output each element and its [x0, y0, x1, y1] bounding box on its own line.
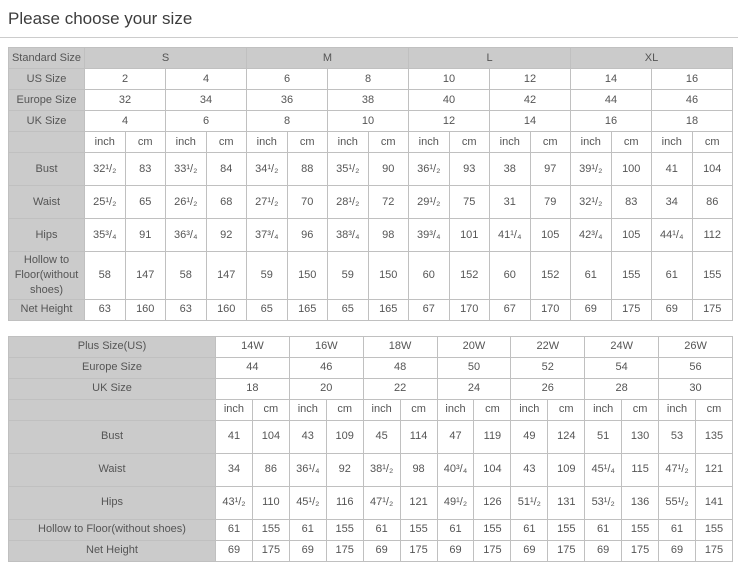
value-cell: 147	[206, 252, 247, 300]
value-cell: 14W	[216, 336, 290, 357]
row-label: Hollow to Floor(without shoes)	[9, 519, 216, 540]
value-cell: 26W	[659, 336, 733, 357]
value-cell: 150	[287, 252, 328, 300]
unit-cell: inch	[363, 399, 400, 420]
value-cell: 121	[695, 453, 732, 486]
value-cell: 110	[252, 486, 289, 519]
value-cell: 93	[449, 153, 490, 186]
value-cell: 29¹/₂	[409, 186, 450, 219]
row-label: Hollow to Floor(without shoes)	[9, 252, 85, 300]
row-label: Bust	[9, 153, 85, 186]
value-cell: 10	[409, 69, 490, 90]
row-label	[9, 399, 216, 420]
table-row	[9, 336, 733, 357]
value-cell: 43	[511, 453, 548, 486]
value-cell: 26	[511, 378, 585, 399]
table-row	[9, 399, 733, 420]
value-cell: 36¹/₂	[409, 153, 450, 186]
standard-size-table	[8, 47, 733, 321]
value-cell: 130	[622, 420, 659, 453]
value-cell: 49¹/₂	[437, 486, 474, 519]
value-cell: 61	[652, 252, 693, 300]
row-label: Waist	[9, 453, 216, 486]
value-cell: 32¹/₂	[85, 153, 126, 186]
value-cell: 14	[571, 69, 652, 90]
table-row	[9, 378, 733, 399]
value-cell: 42³/₄	[571, 219, 612, 252]
value-cell: 61	[659, 519, 696, 540]
value-cell: 27¹/₂	[247, 186, 288, 219]
value-cell: 63	[85, 299, 126, 320]
value-cell: M	[247, 48, 409, 69]
value-cell: 6	[166, 111, 247, 132]
value-cell: 90	[368, 153, 409, 186]
value-cell: 65	[125, 186, 166, 219]
value-cell: 147	[125, 252, 166, 300]
value-cell: 4	[166, 69, 247, 90]
value-cell: 65	[328, 299, 369, 320]
value-cell: 61	[289, 519, 326, 540]
value-cell: 4	[85, 111, 166, 132]
value-cell: 28	[585, 378, 659, 399]
unit-cell: inch	[652, 132, 693, 153]
value-cell: 40³/₄	[437, 453, 474, 486]
value-cell: 34	[216, 453, 253, 486]
value-cell: 61	[216, 519, 253, 540]
table-row	[9, 486, 733, 519]
table-row	[9, 519, 733, 540]
value-cell: 155	[695, 519, 732, 540]
value-cell: 8	[328, 69, 409, 90]
unit-cell: inch	[216, 399, 253, 420]
value-cell: 104	[692, 153, 733, 186]
table-row	[9, 252, 733, 300]
value-cell: 109	[548, 453, 585, 486]
row-label: Waist	[9, 186, 85, 219]
unit-cell: cm	[400, 399, 437, 420]
value-cell: 43	[289, 420, 326, 453]
value-cell: 45¹/₄	[585, 453, 622, 486]
value-cell: 79	[530, 186, 571, 219]
value-cell: 83	[611, 186, 652, 219]
value-cell: 155	[252, 519, 289, 540]
value-cell: 26¹/₂	[166, 186, 207, 219]
value-cell: 152	[449, 252, 490, 300]
row-label: Bust	[9, 420, 216, 453]
value-cell: 160	[125, 299, 166, 320]
value-cell: 52	[511, 357, 585, 378]
value-cell: 105	[611, 219, 652, 252]
title-divider	[0, 37, 738, 38]
value-cell: 69	[571, 299, 612, 320]
unit-cell: cm	[530, 132, 571, 153]
value-cell: 72	[368, 186, 409, 219]
unit-cell: inch	[289, 399, 326, 420]
value-cell: 60	[490, 252, 531, 300]
table-row	[9, 111, 733, 132]
value-cell: 104	[474, 453, 511, 486]
unit-cell: inch	[85, 132, 126, 153]
row-label: US Size	[9, 69, 85, 90]
unit-cell: inch	[490, 132, 531, 153]
value-cell: 22W	[511, 336, 585, 357]
value-cell: 115	[622, 453, 659, 486]
table-row	[9, 540, 733, 561]
value-cell: 14	[490, 111, 571, 132]
value-cell: 38¹/₂	[363, 453, 400, 486]
value-cell: 69	[437, 540, 474, 561]
value-cell: 36³/₄	[166, 219, 207, 252]
row-label: Net Height	[9, 299, 85, 320]
value-cell: 150	[368, 252, 409, 300]
value-cell: 39³/₄	[409, 219, 450, 252]
value-cell: 58	[166, 252, 207, 300]
value-cell: 69	[363, 540, 400, 561]
row-label: Net Height	[9, 540, 216, 561]
value-cell: 47¹/₂	[363, 486, 400, 519]
value-cell: 155	[692, 252, 733, 300]
value-cell: 34	[652, 186, 693, 219]
value-cell: 36	[247, 90, 328, 111]
value-cell: 155	[548, 519, 585, 540]
value-cell: 45	[363, 420, 400, 453]
value-cell: 91	[125, 219, 166, 252]
value-cell: 40	[409, 90, 490, 111]
plus-size-table	[8, 336, 733, 562]
value-cell: XL	[571, 48, 733, 69]
table-row	[9, 420, 733, 453]
value-cell: S	[85, 48, 247, 69]
value-cell: 155	[611, 252, 652, 300]
value-cell: 86	[692, 186, 733, 219]
unit-cell: inch	[659, 399, 696, 420]
table-row	[9, 48, 733, 69]
value-cell: 126	[474, 486, 511, 519]
table-row	[9, 132, 733, 153]
value-cell: 131	[548, 486, 585, 519]
value-cell: 88	[287, 153, 328, 186]
value-cell: 47	[437, 420, 474, 453]
value-cell: 112	[692, 219, 733, 252]
value-cell: 175	[400, 540, 437, 561]
value-cell: 6	[247, 69, 328, 90]
value-cell: 24W	[585, 336, 659, 357]
unit-cell: cm	[252, 399, 289, 420]
unit-cell: cm	[548, 399, 585, 420]
value-cell: 54	[585, 357, 659, 378]
value-cell: 97	[530, 153, 571, 186]
value-cell: 61	[585, 519, 622, 540]
value-cell: 67	[409, 299, 450, 320]
value-cell: 155	[400, 519, 437, 540]
value-cell: 116	[326, 486, 363, 519]
value-cell: 16	[652, 69, 733, 90]
value-cell: 175	[474, 540, 511, 561]
value-cell: 53	[659, 420, 696, 453]
value-cell: 65	[247, 299, 288, 320]
value-cell: 155	[474, 519, 511, 540]
value-cell: 175	[622, 540, 659, 561]
value-cell: 155	[326, 519, 363, 540]
value-cell: 83	[125, 153, 166, 186]
table-row	[9, 69, 733, 90]
value-cell: 43¹/₂	[216, 486, 253, 519]
row-label: UK Size	[9, 111, 85, 132]
value-cell: 28¹/₂	[328, 186, 369, 219]
row-label: Standard Size	[9, 48, 85, 69]
value-cell: 37³/₄	[247, 219, 288, 252]
value-cell: 16W	[289, 336, 363, 357]
value-cell: 8	[247, 111, 328, 132]
unit-cell: cm	[695, 399, 732, 420]
value-cell: 69	[585, 540, 622, 561]
unit-cell: cm	[474, 399, 511, 420]
value-cell: 42	[490, 90, 571, 111]
value-cell: 24	[437, 378, 511, 399]
value-cell: 53¹/₂	[585, 486, 622, 519]
row-label: Europe Size	[9, 357, 216, 378]
value-cell: 35³/₄	[85, 219, 126, 252]
value-cell: 175	[611, 299, 652, 320]
value-cell: 22	[363, 378, 437, 399]
value-cell: 12	[490, 69, 571, 90]
unit-cell: inch	[437, 399, 474, 420]
value-cell: 44	[216, 357, 290, 378]
value-cell: 46	[652, 90, 733, 111]
value-cell: 16	[571, 111, 652, 132]
value-cell: 86	[252, 453, 289, 486]
unit-cell: cm	[622, 399, 659, 420]
value-cell: 31	[490, 186, 531, 219]
table-row	[9, 153, 733, 186]
value-cell: 69	[511, 540, 548, 561]
value-cell: 92	[326, 453, 363, 486]
unit-cell: cm	[449, 132, 490, 153]
value-cell: 18	[652, 111, 733, 132]
unit-cell: inch	[409, 132, 450, 153]
value-cell: 39¹/₂	[571, 153, 612, 186]
row-label	[9, 132, 85, 153]
value-cell: 67	[490, 299, 531, 320]
value-cell: 170	[449, 299, 490, 320]
value-cell: 69	[216, 540, 253, 561]
value-cell: 69	[652, 299, 693, 320]
value-cell: 32¹/₂	[571, 186, 612, 219]
value-cell: 49	[511, 420, 548, 453]
value-cell: 61	[437, 519, 474, 540]
value-cell: 32	[85, 90, 166, 111]
value-cell: 44	[571, 90, 652, 111]
value-cell: 41¹/₄	[490, 219, 531, 252]
value-cell: L	[409, 48, 571, 69]
value-cell: 51¹/₂	[511, 486, 548, 519]
value-cell: 30	[659, 378, 733, 399]
value-cell: 175	[692, 299, 733, 320]
value-cell: 105	[530, 219, 571, 252]
value-cell: 121	[400, 486, 437, 519]
value-cell: 68	[206, 186, 247, 219]
value-cell: 35¹/₂	[328, 153, 369, 186]
value-cell: 152	[530, 252, 571, 300]
value-cell: 109	[326, 420, 363, 453]
unit-cell: cm	[287, 132, 328, 153]
value-cell: 61	[511, 519, 548, 540]
value-cell: 10	[328, 111, 409, 132]
value-cell: 38	[328, 90, 409, 111]
value-cell: 92	[206, 219, 247, 252]
table-row	[9, 90, 733, 111]
table-row	[9, 357, 733, 378]
value-cell: 69	[289, 540, 326, 561]
value-cell: 70	[287, 186, 328, 219]
unit-cell: cm	[611, 132, 652, 153]
value-cell: 34	[166, 90, 247, 111]
value-cell: 41	[652, 153, 693, 186]
value-cell: 100	[611, 153, 652, 186]
value-cell: 18	[216, 378, 290, 399]
value-cell: 175	[326, 540, 363, 561]
value-cell: 98	[368, 219, 409, 252]
value-cell: 160	[206, 299, 247, 320]
table-row	[9, 299, 733, 320]
value-cell: 58	[85, 252, 126, 300]
value-cell: 20W	[437, 336, 511, 357]
value-cell: 75	[449, 186, 490, 219]
value-cell: 175	[695, 540, 732, 561]
value-cell: 55¹/₂	[659, 486, 696, 519]
value-cell: 124	[548, 420, 585, 453]
unit-cell: cm	[125, 132, 166, 153]
value-cell: 175	[548, 540, 585, 561]
value-cell: 175	[252, 540, 289, 561]
value-cell: 48	[363, 357, 437, 378]
value-cell: 34¹/₂	[247, 153, 288, 186]
unit-cell: cm	[692, 132, 733, 153]
value-cell: 101	[449, 219, 490, 252]
value-cell: 38	[490, 153, 531, 186]
value-cell: 50	[437, 357, 511, 378]
value-cell: 135	[695, 420, 732, 453]
unit-cell: inch	[247, 132, 288, 153]
value-cell: 170	[530, 299, 571, 320]
value-cell: 33¹/₂	[166, 153, 207, 186]
value-cell: 59	[328, 252, 369, 300]
value-cell: 114	[400, 420, 437, 453]
value-cell: 136	[622, 486, 659, 519]
row-label: Plus Size(US)	[9, 336, 216, 357]
value-cell: 61	[571, 252, 612, 300]
value-cell: 46	[289, 357, 363, 378]
value-cell: 51	[585, 420, 622, 453]
value-cell: 45¹/₂	[289, 486, 326, 519]
value-cell: 61	[363, 519, 400, 540]
unit-cell: inch	[328, 132, 369, 153]
row-label: Hips	[9, 486, 216, 519]
unit-cell: inch	[585, 399, 622, 420]
value-cell: 25¹/₂	[85, 186, 126, 219]
value-cell: 96	[287, 219, 328, 252]
unit-cell: cm	[368, 132, 409, 153]
table-row	[9, 186, 733, 219]
value-cell: 165	[287, 299, 328, 320]
value-cell: 47¹/₂	[659, 453, 696, 486]
unit-cell: inch	[511, 399, 548, 420]
unit-cell: inch	[166, 132, 207, 153]
value-cell: 165	[368, 299, 409, 320]
value-cell: 59	[247, 252, 288, 300]
value-cell: 60	[409, 252, 450, 300]
row-label: Hips	[9, 219, 85, 252]
value-cell: 84	[206, 153, 247, 186]
value-cell: 69	[659, 540, 696, 561]
table-row	[9, 453, 733, 486]
value-cell: 36¹/₄	[289, 453, 326, 486]
row-label: UK Size	[9, 378, 216, 399]
value-cell: 141	[695, 486, 732, 519]
value-cell: 63	[166, 299, 207, 320]
page-title: Please choose your size	[8, 9, 193, 28]
value-cell: 20	[289, 378, 363, 399]
row-label: Europe Size	[9, 90, 85, 111]
value-cell: 12	[409, 111, 490, 132]
value-cell: 119	[474, 420, 511, 453]
unit-cell: cm	[206, 132, 247, 153]
value-cell: 44¹/₄	[652, 219, 693, 252]
value-cell: 2	[85, 69, 166, 90]
value-cell: 41	[216, 420, 253, 453]
unit-cell: inch	[571, 132, 612, 153]
value-cell: 38³/₄	[328, 219, 369, 252]
value-cell: 56	[659, 357, 733, 378]
value-cell: 98	[400, 453, 437, 486]
value-cell: 104	[252, 420, 289, 453]
table-row	[9, 219, 733, 252]
value-cell: 155	[622, 519, 659, 540]
value-cell: 18W	[363, 336, 437, 357]
unit-cell: cm	[326, 399, 363, 420]
